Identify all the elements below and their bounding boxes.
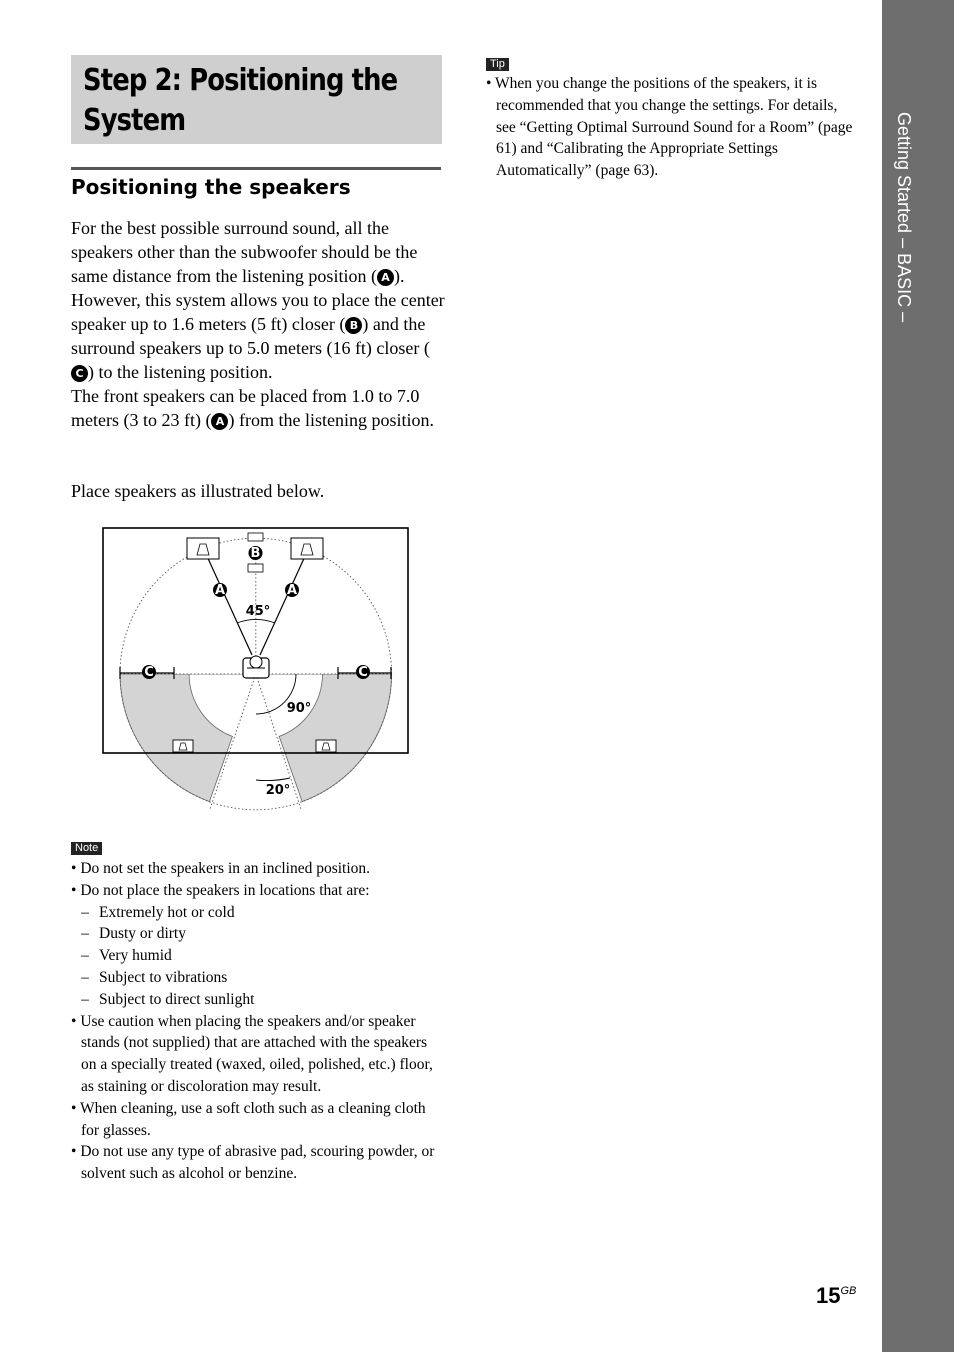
note-subitem: – Subject to direct sunlight xyxy=(81,990,255,1008)
note-subitem: – Very humid xyxy=(81,947,172,965)
speaker-placement-diagram xyxy=(100,525,412,815)
label-b: B xyxy=(250,546,261,561)
surround-zone-left xyxy=(120,674,256,802)
page-title xyxy=(83,61,444,141)
note-item-text: When cleaning, use a soft cloth such as a cleaning cloth for glasses. xyxy=(80,1099,426,1139)
p2-text-b: ) from the listening position. xyxy=(228,410,434,430)
note-item: • When cleaning, use a soft cloth such as a cleaning cloth for glasses. xyxy=(71,1099,426,1139)
note-item: • Do not use any type of abrasive pad, scouring powder, or solvent such as alcohol or benzine. xyxy=(71,1143,435,1183)
note-subitem: – Dusty or dirty xyxy=(81,925,186,943)
front-speaker-left xyxy=(187,538,219,559)
tip-item: • When you change the positions of the speakers, it is recommended that you change the settings. For details, see “Getting Optimal Surround Sound for a Room” (page 61) and “Calibrating the Appropriate Settings Automatically” (page 63). xyxy=(486,75,853,180)
place-instruction: Place speakers as illustrated below. xyxy=(71,481,325,501)
note-subitem-text: Very humid xyxy=(99,947,172,965)
note-item-text: Do not use any type of abrasive pad, scouring powder, or solvent such as alcohol or benzine. xyxy=(80,1143,435,1183)
note-badge: Note xyxy=(71,842,102,855)
note-subitem: – Subject to vibrations xyxy=(81,968,228,986)
sidebar-label: Getting Started – BASIC – xyxy=(894,112,914,323)
body-text xyxy=(71,216,446,432)
note-item: • Do not place the speakers in locations that are: xyxy=(71,881,370,899)
front-speaker-right xyxy=(291,538,323,559)
note-subitem-text: Extremely hot or cold xyxy=(99,903,235,921)
paragraph-1 xyxy=(71,216,446,384)
arc-20 xyxy=(256,778,290,781)
paragraph-2 xyxy=(71,384,446,432)
label-c-left: C xyxy=(144,665,154,680)
note-item: • Use caution when placing the speakers and/or speaker stands (not supplied) that are attached with the speakers on a specially treated (waxed, oiled, polished, etc.) floor, as staining or discoloration may result. xyxy=(71,1012,433,1095)
note-item-text: Do not place the speakers in locations that are: xyxy=(80,881,370,899)
page-number xyxy=(816,1283,856,1309)
title-box xyxy=(71,55,442,144)
marker-b: B xyxy=(345,317,362,334)
label-a-right: A xyxy=(286,583,298,598)
page-number-value: 15 xyxy=(816,1283,841,1308)
note-subitem-text: Subject to vibrations xyxy=(99,968,228,986)
page-region: GB xyxy=(840,1285,857,1297)
section-rule xyxy=(71,167,441,170)
p1-text-a: For the best possible surround sound, all the speakers other than the subwoofer should be the same distance from the listening position ( xyxy=(71,218,418,286)
section-heading: Positioning the speakers xyxy=(71,175,351,199)
tip-item-text: When you change the positions of the speakers, it is recommended that you change the settings. For details, see “Getting Optimal Surround Sound for a Room” (page 61) and “Calibrating the Appropriate Settings Automatically” (page 63). xyxy=(495,75,853,180)
note-item: • Do not set the speakers in an inclined position. xyxy=(71,860,371,877)
angle-45-label: 45° xyxy=(245,604,271,619)
tip-badge: Tip xyxy=(486,58,509,71)
label-c-right: C xyxy=(358,665,368,680)
note-subitem-text: Dusty or dirty xyxy=(99,925,186,943)
marker-a: A xyxy=(211,413,228,430)
page-title-line2: System xyxy=(83,103,186,138)
tip-list xyxy=(486,73,858,182)
p2-text-a: The front speakers can be placed from 1.0 to 7.0 meters (3 to 23 ft) ( xyxy=(71,386,420,430)
angle-20-label: 20° xyxy=(265,783,291,798)
note-subitem: – Extremely hot or cold xyxy=(81,903,235,921)
marker-a: A xyxy=(377,269,394,286)
label-a-left: A xyxy=(214,583,226,598)
note-item-text: Do not set the speakers in an inclined position. xyxy=(80,860,371,877)
listener-chair xyxy=(243,656,269,678)
page-title-line1: Step 2: Positioning the xyxy=(83,63,398,98)
rear-speaker-left xyxy=(173,740,193,752)
note-item-text: Use caution when placing the speakers and/or speaker stands (not supplied) that are attached with the speakers on a specially treated (waxed, oiled, polished, etc.) floor, as staining or discoloration may result. xyxy=(80,1012,433,1095)
rear-speaker-right xyxy=(316,740,336,752)
note-subitem-text: Subject to direct sunlight xyxy=(99,990,255,1008)
p1-text-b: ). However, this system allows you to place the center speaker up to 1.6 meters (5 ft) closer ( xyxy=(71,266,445,334)
marker-c: C xyxy=(71,365,88,382)
p1-text-c: ) and the surround speakers up to 5.0 meters (16 ft) closer ( xyxy=(71,314,430,358)
angle-90-label: 90° xyxy=(286,701,312,716)
p1-text-d: ) to the listening position. xyxy=(88,362,273,382)
note-list xyxy=(71,858,443,1185)
